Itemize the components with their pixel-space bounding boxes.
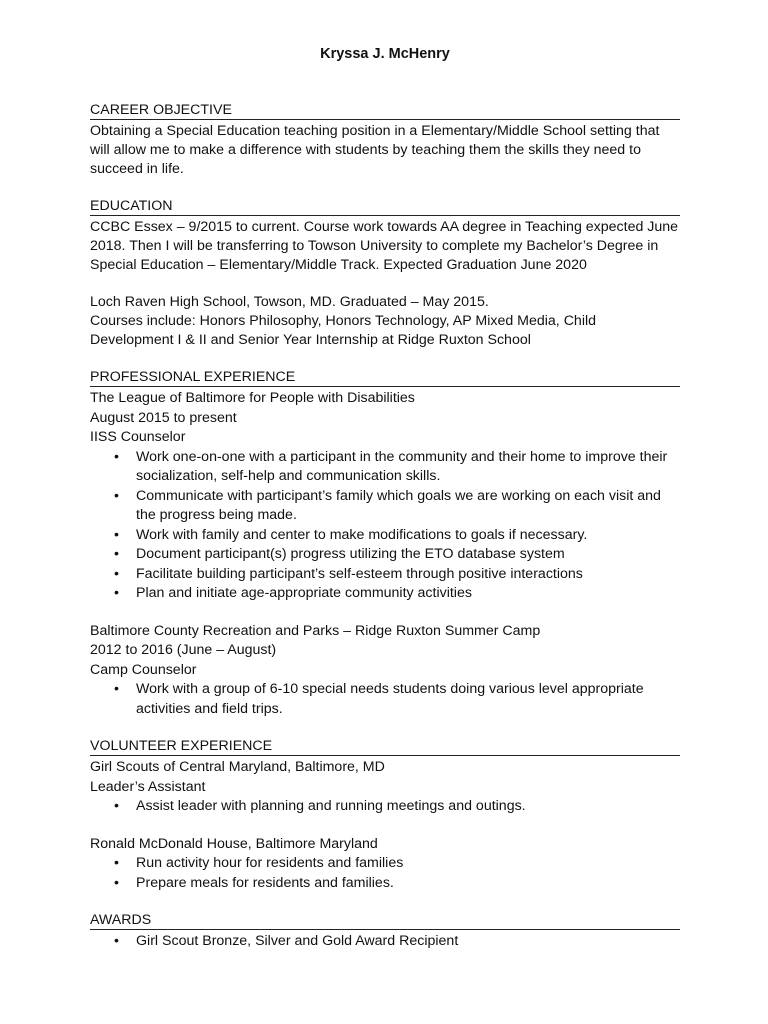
bullet-icon: • xyxy=(114,933,119,949)
job-title: IISS Counselor xyxy=(90,429,186,445)
list-item: • Girl Scout Bronze, Silver and Gold Award Recipient xyxy=(90,932,680,952)
job-dates: 2012 to 2016 (June – August) xyxy=(90,642,277,658)
job-dates: August 2015 to present xyxy=(90,409,237,426)
list-item: • Prepare meals for residents and families. xyxy=(90,874,680,894)
list-item: • Assist leader with planning and running meetings and outings. xyxy=(90,797,680,817)
volunteer-experience-heading: VOLUNTEER EXPERIENCE xyxy=(90,738,680,756)
job-duties-list xyxy=(90,448,680,604)
education-entry-loch-raven-courses: Courses include: Honors Philosophy, Honors Technology, AP Mixed Media, Child Development I & II and Senior Year Internship at Ridge Ruxton School xyxy=(90,313,597,348)
awards-heading: AWARDS xyxy=(90,912,680,930)
bullet-icon: • xyxy=(114,855,119,871)
volunteer-organization: Girl Scouts of Central Maryland, Baltimore, MD xyxy=(90,759,385,775)
resume-page xyxy=(90,44,680,952)
bullet-icon: • xyxy=(114,565,119,582)
education-section xyxy=(90,198,680,350)
job-organization: Baltimore County Recreation and Parks – Ridge Ruxton Summer Camp xyxy=(90,622,541,639)
awards-section xyxy=(90,912,680,952)
job-duties-list xyxy=(90,680,680,719)
job-organization: The League of Baltimore for People with Disabilities xyxy=(90,390,415,406)
bullet-icon: • xyxy=(114,526,119,543)
bullet-icon: • xyxy=(114,798,119,814)
professional-experience-section xyxy=(90,369,680,719)
career-objective-section xyxy=(90,102,680,179)
list-item: • Work with a group of 6-10 special needs students doing various level appropriate activities and field trips. xyxy=(114,681,644,717)
volunteer-entry xyxy=(90,835,680,894)
list-item: • Run activity hour for residents and families xyxy=(90,854,680,874)
job-entry xyxy=(90,622,680,720)
list-item: • Facilitate building participant’s self-esteem through positive interactions xyxy=(90,565,680,585)
education-entry-ccbc: CCBC Essex – 9/2015 to current. Course work towards AA degree in Teaching expected June 2018. Then I will be transferring to Towson University to complete my Bachelor’s Degree in Special Education – Elementary/Middle Track. Expected Graduation June 2020 xyxy=(90,219,679,273)
list-item: • Communicate with participant’s family which goals we are working on each visit and the progress being made. xyxy=(114,487,661,523)
volunteer-experience-section xyxy=(90,738,680,893)
bullet-icon: • xyxy=(114,487,119,504)
list-item: • Plan and initiate age-appropriate community activities xyxy=(90,584,680,604)
volunteer-entry xyxy=(90,758,680,817)
bullet-icon: • xyxy=(114,681,119,697)
job-entry xyxy=(90,389,680,604)
list-item: • Work one-on-one with a participant in the community and their home to improve their socialization, self-help and communication skills. xyxy=(114,448,668,484)
volunteer-duties-list xyxy=(90,797,680,817)
bullet-icon: • xyxy=(114,448,119,465)
volunteer-duties-list xyxy=(90,854,680,893)
list-item: • Work with family and center to make modifications to goals if necessary. xyxy=(90,526,680,546)
education-entry-loch-raven: Loch Raven High School, Towson, MD. Graduated – May 2015. xyxy=(90,294,489,310)
education-heading: EDUCATION xyxy=(90,198,680,216)
resume-name: Kryssa J. McHenry xyxy=(320,46,450,62)
professional-experience-heading: PROFESSIONAL EXPERIENCE xyxy=(90,369,680,387)
list-item: • Document participant(s) progress utilizing the ETO database system xyxy=(90,545,680,565)
bullet-icon: • xyxy=(114,546,119,562)
job-title: Camp Counselor xyxy=(90,661,197,678)
awards-list xyxy=(90,932,680,952)
bullet-icon: • xyxy=(114,874,119,891)
bullet-icon: • xyxy=(114,585,119,601)
career-objective-heading: CAREER OBJECTIVE xyxy=(90,102,680,120)
volunteer-title: Leader’s Assistant xyxy=(90,778,206,795)
career-objective-text: Obtaining a Special Education teaching position in a Elementary/Middle School setting that will allow me to make a difference with students by teaching them the skills they need to succeed in life. xyxy=(90,123,660,177)
volunteer-organization: Ronald McDonald House, Baltimore Maryland xyxy=(90,835,378,852)
